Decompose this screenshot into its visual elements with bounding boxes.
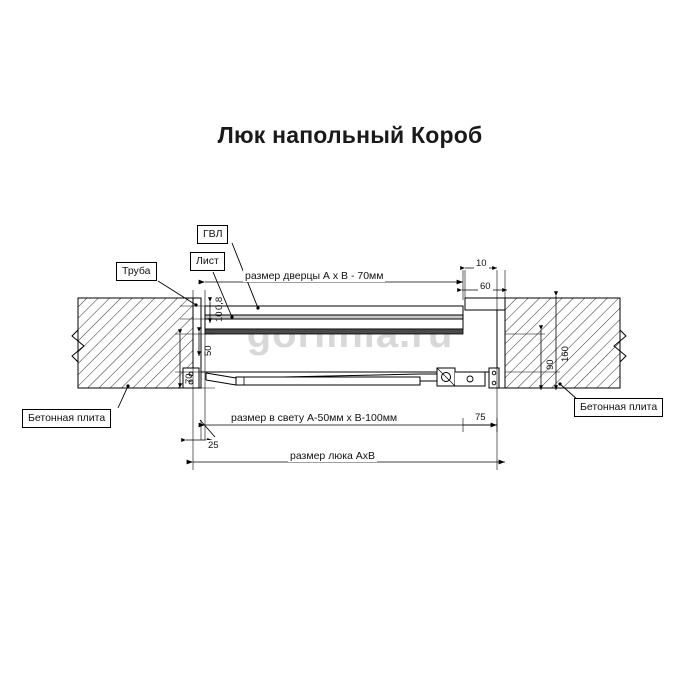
dim-hatch-size: размер люка АхВ	[290, 450, 376, 462]
label-gvl: ГВЛ	[197, 225, 228, 244]
dim-70: 70	[184, 373, 195, 384]
concrete-slab-left	[78, 298, 193, 388]
dim-door-size: размер дверцы А х В - 70мм	[245, 270, 384, 282]
dim-90: 90	[545, 359, 556, 370]
concrete-slab-right	[505, 298, 620, 388]
label-sheet: Лист	[190, 252, 225, 271]
dim-10-top: 10	[476, 258, 487, 269]
dim-08: 0,8	[214, 296, 225, 310]
dim-75: 75	[475, 412, 486, 423]
label-concrete-right: Бетонная плита	[574, 398, 663, 417]
dim-clear-size: размер в свету А-50мм х В-100мм	[231, 412, 398, 424]
page-title: Люк напольный Короб	[217, 122, 483, 148]
dim-60: 60	[480, 281, 491, 292]
dim-50: 50	[203, 345, 214, 356]
dim-25: 25	[208, 440, 219, 451]
dim-160: 160	[560, 346, 571, 362]
dim-10-left: 10	[214, 311, 225, 322]
label-concrete-left: Бетонная плита	[22, 409, 111, 428]
label-pipe: Труба	[116, 262, 157, 281]
